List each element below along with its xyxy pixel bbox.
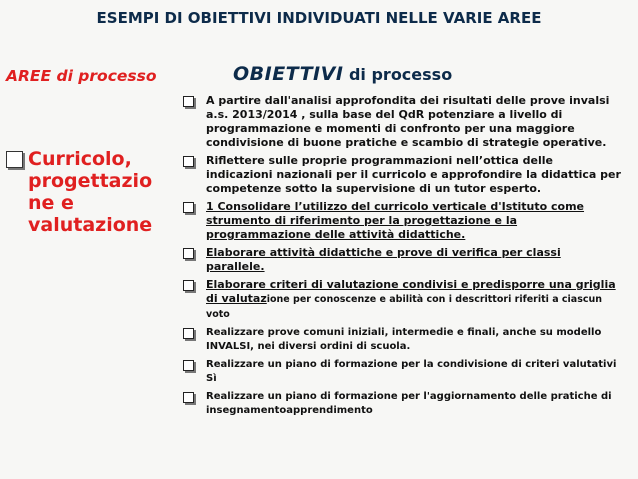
checkbox-bullet-icon bbox=[183, 202, 194, 213]
checkbox-bullet-icon bbox=[183, 280, 194, 291]
right-column-header bbox=[233, 63, 452, 85]
objective-text: A partire dall'analisi approfondita dei risultati delle prove invalsi a.s. 2013/2014 , sulla base del QdR potenziare a livello di programmazione e momenti di confronto per una maggiore condivisione di buone pratiche e scambio di strategie operative. bbox=[206, 94, 610, 149]
list-item bbox=[183, 246, 623, 274]
area-text bbox=[28, 148, 152, 236]
area-line: progettazio bbox=[28, 170, 153, 192]
checkbox-bullet-icon bbox=[183, 392, 194, 403]
right-header-main: OBIETTIVI bbox=[233, 63, 344, 85]
area-line: valutazione bbox=[28, 214, 153, 236]
objective-text-underlined: Elaborare criteri di valutazione condivisi e predisporre una griglia di valutaz bbox=[206, 278, 616, 305]
right-header-suffix: di processo bbox=[343, 65, 453, 84]
checkbox-bullet-icon bbox=[183, 156, 194, 167]
checkbox-bullet-icon bbox=[183, 328, 194, 339]
list-item bbox=[183, 154, 623, 196]
objective-text: Realizzare un piano di formazione per l'aggiornamento delle pratiche di insegnamentoapprendimento bbox=[206, 391, 612, 416]
left-column-header: AREE di processo bbox=[6, 67, 157, 85]
objectives-list bbox=[183, 94, 623, 422]
checkbox-bullet-icon bbox=[183, 360, 194, 371]
list-item bbox=[183, 390, 623, 418]
list-item bbox=[183, 358, 623, 386]
objective-text bbox=[206, 278, 623, 322]
list-item bbox=[183, 326, 623, 354]
list-item bbox=[183, 94, 623, 150]
area-line: ne e bbox=[28, 192, 74, 214]
checkbox-bullet-icon bbox=[183, 248, 194, 259]
area-label bbox=[6, 148, 174, 236]
objective-text: Realizzare un piano di formazione per la condivisione di criteri valutativi Sì bbox=[206, 359, 617, 384]
objective-text: Realizzare prove comuni iniziali, intermedie e finali, anche su modello INVALSI, nei diversi ordini di scuola. bbox=[206, 327, 602, 352]
objective-text: Elaborare attività didattiche e prove di verifica per classi parallele. bbox=[206, 246, 561, 273]
objective-text: Riflettere sulle proprie programmazioni nell’ottica delle indicazioni nazionali per il curricolo e approfondire la didattica per competenze sotto la supervisione di un tutor esperto. bbox=[206, 154, 621, 195]
page-title: ESEMPI DI OBIETTIVI INDIVIDUATI NELLE VARIE AREE bbox=[96, 9, 542, 27]
list-item bbox=[183, 200, 623, 242]
checkbox-bullet-icon bbox=[183, 96, 194, 107]
checkbox-bullet-icon bbox=[6, 151, 23, 168]
objective-text: 1 Consolidare l’utilizzo del curricolo verticale d'Istituto come strumento di riferimento per la progettazione e la programmazione delle attività didattiche. bbox=[206, 200, 585, 241]
area-line: Curricolo, bbox=[28, 148, 132, 170]
objective-text-tail: ione per conoscenze e abilità con i descrittori riferiti a ciascun voto bbox=[206, 294, 603, 320]
list-item bbox=[183, 278, 623, 322]
